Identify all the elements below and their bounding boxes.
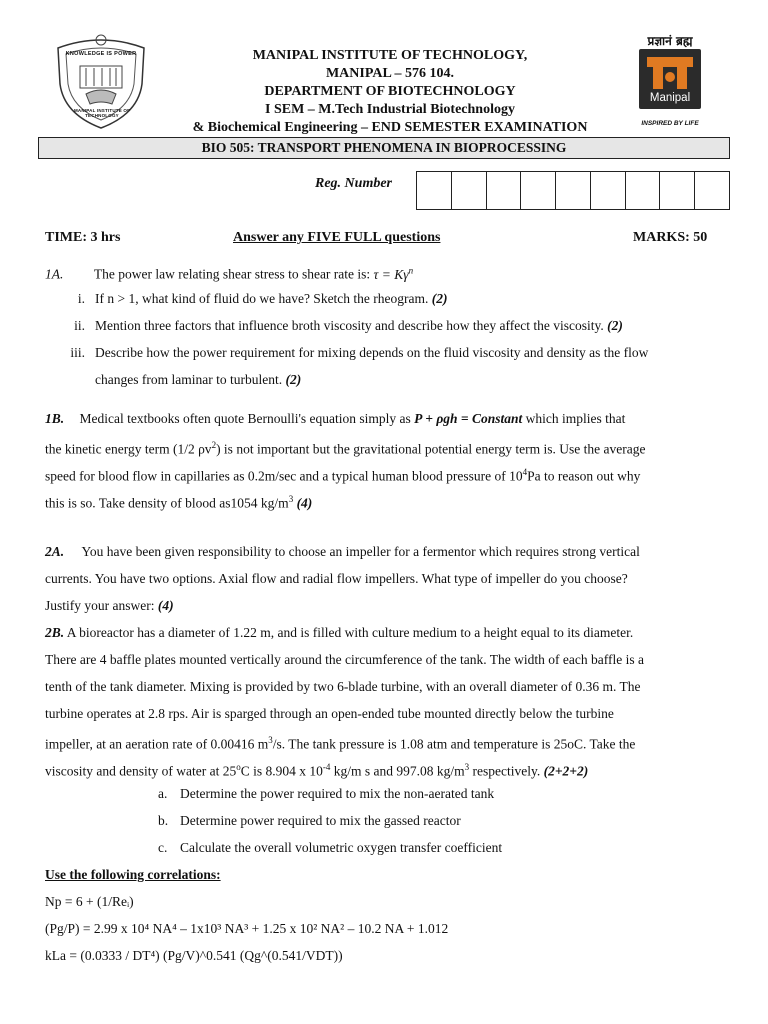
question-label: 2A. xyxy=(45,544,65,559)
institute-crest-logo xyxy=(46,34,156,130)
question-1b-line: the kinetic energy term (1/2 $\rho v^2$) is not important but the gravitational potential energy term is. Use the average xyxy=(45,440,646,457)
reg-digit-box[interactable] xyxy=(417,172,452,209)
reg-digit-box[interactable] xyxy=(452,172,487,209)
question-2b-subitem: c. Calculate the overall volumetric oxygen transfer coefficient xyxy=(158,840,503,855)
question-2b-line: There are 4 baffle plates mounted vertically around the circumference of the tank. The width of each baffle is a xyxy=(45,652,644,667)
question-2b-subitem: b. Determine power required to mix the gassed reactor xyxy=(158,813,461,828)
question-2b-line: impeller, at an aeration rate of 0.00416 $m^3/s$. The tank pressure is 1.08 atm and temperature is 25oC. Take the xyxy=(45,735,636,752)
question-text: The power law relating shear stress to shear rate is: xyxy=(93,266,371,282)
power-law-formula: $\tau = K\gamma^n$ xyxy=(373,265,414,282)
reg-digit-box[interactable] xyxy=(556,172,591,209)
institute-name: MANIPAL INSTITUTE OF TECHNOLOGY, xyxy=(252,48,528,63)
question-label: 1A. xyxy=(45,266,64,282)
crest-motto: KNOWLEDGE IS POWER xyxy=(65,51,137,57)
manipal-logo-name: Manipal xyxy=(649,92,691,104)
question-1b: 1B. Medical textbooks often quote Bernoulli's equation simply as P + ρgh = Constant which implies that xyxy=(45,411,626,426)
question-2b-line: viscosity and density of water at 25$^o$C is 8.904 x $10^{-4}$ kg/m s and 997.08 $kg/m^3$ respectively. (2+2+2) xyxy=(45,762,589,779)
department-name: DEPARTMENT OF BIOTECHNOLOGY xyxy=(264,84,516,99)
reg-digit-box[interactable] xyxy=(626,172,661,209)
question-1b-line: speed for blood flow in capillaries as 0.2m/sec and a typical human blood pressure of $10^4Pa$ to reason out why xyxy=(45,467,641,484)
question-2b-subitem: a. Determine the power required to mix the non-aerated tank xyxy=(158,786,495,801)
reg-number-label: Reg. Number xyxy=(315,176,392,191)
manipal-logo xyxy=(630,34,710,132)
question-2a-line: Justify your answer: (4) xyxy=(45,598,174,613)
reg-digit-box[interactable] xyxy=(521,172,556,209)
question-1a-item-continued: changes from laminar to turbulent. (2) xyxy=(95,372,302,387)
correlation-equation: Np = 6 + (1/Reᵢ) xyxy=(45,894,134,909)
question-1a-item: ii. Mention three factors that influence broth viscosity and describe how they affect the viscosity. (2) xyxy=(74,318,623,333)
question-2b-line: turbine operates at 2.8 rps. Air is sparged through an open-ended tube mounted directly below the turbine xyxy=(45,706,614,721)
exam-instruction: Answer any FIVE FULL questions xyxy=(233,230,441,245)
manipal-logo-tagline: INSPIRED BY LIFE xyxy=(641,120,699,127)
question-1a-item: i. If n > 1, what kind of fluid do we have? Sketch the rheogram. (2) xyxy=(77,291,448,306)
question-2a-line: currents. You have two options. Axial flow and radial flow impellers. What type of impeller do you choose? xyxy=(45,571,628,586)
exam-max-marks: MARKS: 50 xyxy=(633,230,708,245)
question-1a xyxy=(45,257,725,288)
reg-digit-box[interactable] xyxy=(591,172,626,209)
reg-digit-box[interactable] xyxy=(487,172,522,209)
question-label: 2B. xyxy=(45,625,65,640)
manipal-logo-motto: प्रज्ञानं ब्रह्म xyxy=(647,34,693,48)
question-1a-item: iii. Describe how the power requirement for mixing depends on the fluid viscosity and density as the flow xyxy=(70,345,649,360)
institute-city: MANIPAL – 576 104. xyxy=(325,66,455,81)
correlations-heading: Use the following correlations: xyxy=(45,867,221,882)
question-2b-line: tenth of the tank diameter. Mixing is provided by two 6-blade turbine, with an overall diameter of 0.36 m. The xyxy=(45,679,641,694)
crest-ring-text: MANIPAL INSTITUTE OF TECHNOLOGY xyxy=(73,108,131,118)
reg-digit-box[interactable] xyxy=(695,172,729,209)
semester-line: I SEM – M.Tech Industrial Biotechnology xyxy=(265,102,515,117)
question-2b: 2B. A bioreactor has a diameter of 1.22 m, and is filled with culture medium to a height equal to its diameter. xyxy=(45,625,634,640)
course-title: BIO 505: TRANSPORT PHENOMENA IN BIOPROCESSING xyxy=(38,137,730,159)
correlation-equation: kLa = (0.0333 / DT⁴) (Pg/V)^0.541 (Qg^(0.541/VDT)) xyxy=(45,948,343,963)
manipal-logo-mark xyxy=(639,49,701,109)
reg-digit-box[interactable] xyxy=(660,172,695,209)
question-label: 1B. xyxy=(45,411,65,426)
question-2a: 2A. You have been given responsibility to choose an impeller for a fermentor which requires strong vertical xyxy=(45,544,640,559)
reg-number-boxes[interactable] xyxy=(416,171,730,210)
question-1b-line: this is so. Take density of blood as1054 $kg/m^3$ (4) xyxy=(45,494,313,511)
correlation-equation: (Pg/P) = 2.99 x 10⁴ NA⁴ – 1x10³ NA³ + 1.25 x 10² NA² – 10.2 NA + 1.012 xyxy=(45,921,449,936)
exam-time: TIME: 3 hrs xyxy=(45,230,121,245)
exam-line: & Biochemical Engineering – END SEMESTER EXAMINATION xyxy=(192,120,588,135)
